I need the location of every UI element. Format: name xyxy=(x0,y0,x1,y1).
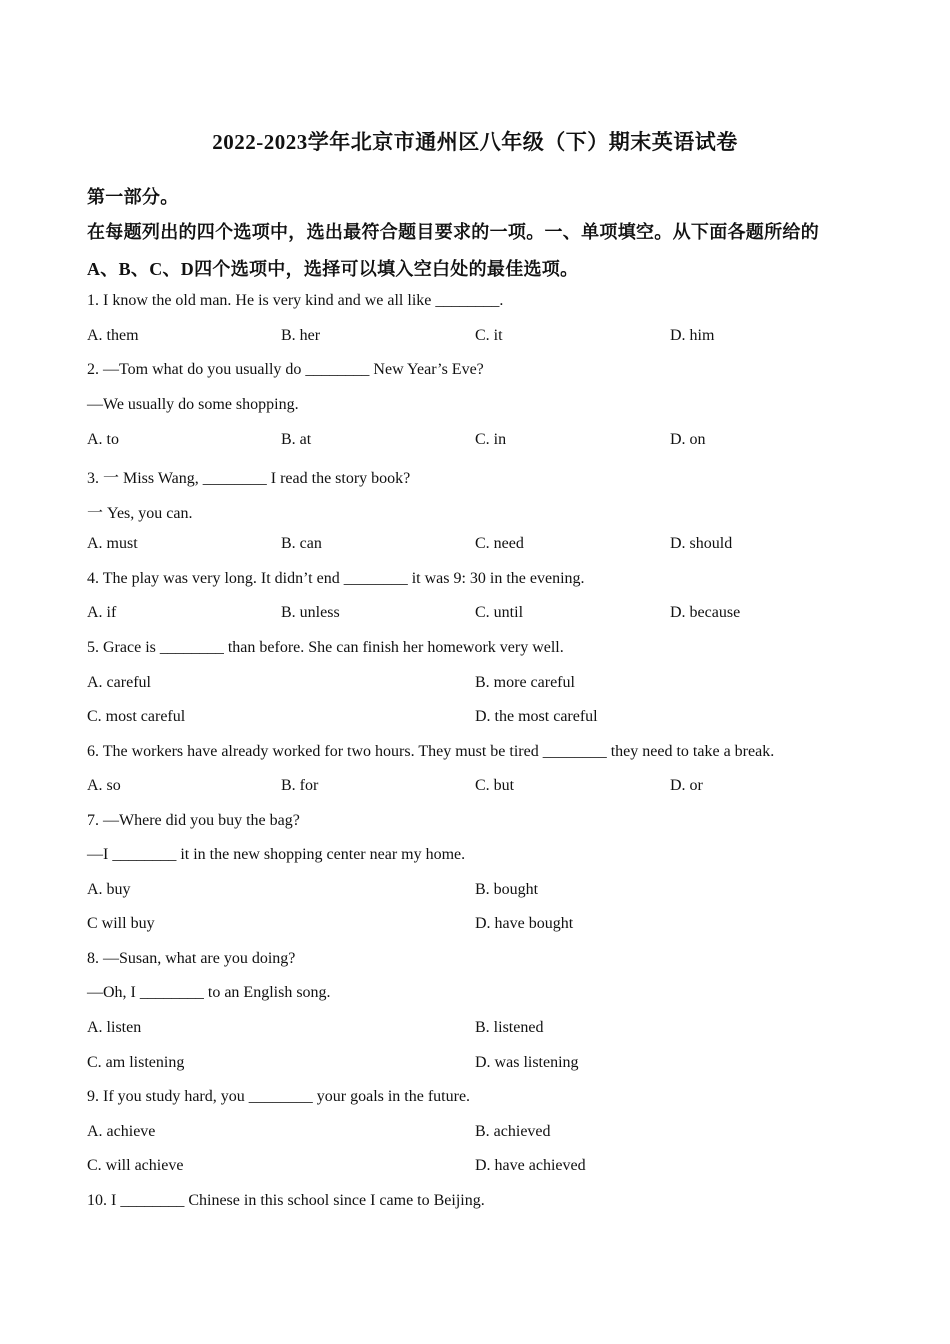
question-5-option-c: C. most careful xyxy=(87,708,186,725)
question-4-option-c: C. until xyxy=(475,604,524,621)
question-8-option-a: A. listen xyxy=(87,1019,142,1036)
question-6-stem: 6. The workers have already worked for two hours. They must be tired ________ they need to take a break. xyxy=(87,743,775,760)
question-7-stem: 7. —Where did you buy the bag? xyxy=(87,812,300,829)
question-8-reply: —Oh, I ________ to an English song. xyxy=(87,984,331,1001)
question-3-option-a: A. must xyxy=(87,535,138,552)
question-7-reply: —I ________ it in the new shopping center near my home. xyxy=(87,846,466,863)
question-6-option-a: A. so xyxy=(87,777,121,794)
question-4-option-d: D. because xyxy=(670,604,741,621)
question-5-option-b: B. more careful xyxy=(475,674,575,691)
question-2-stem: 2. —Tom what do you usually do ________ New Year’s Eve? xyxy=(87,361,484,378)
question-1-option-a: A. them xyxy=(87,327,139,344)
question-2-option-d: D. on xyxy=(670,431,706,448)
question-3-reply: 一 Yes, you can. xyxy=(87,505,193,522)
question-8-stem: 8. —Susan, what are you doing? xyxy=(87,950,296,967)
question-6-option-d: D. or xyxy=(670,777,703,794)
question-10-stem: 10. I ________ Chinese in this school since I came to Beijing. xyxy=(87,1192,485,1209)
question-2-option-b: B. at xyxy=(281,431,312,448)
question-7-option-d: D. have bought xyxy=(475,915,574,932)
question-5-option-d: D. the most careful xyxy=(475,708,598,725)
instructions-line-2: A、B、C、D四个选项中，选择可以填入空白处的最佳选项。 xyxy=(87,259,579,279)
question-3-option-c: C. need xyxy=(475,535,524,552)
question-9-option-b: B. achieved xyxy=(475,1123,551,1140)
question-9-stem: 9. If you study hard, you ________ your goals in the future. xyxy=(87,1088,471,1105)
question-2-reply: —We usually do some shopping. xyxy=(87,396,299,413)
question-5-stem: 5. Grace is ________ than before. She can finish her homework very well. xyxy=(87,639,564,656)
question-4-stem: 4. The play was very long. It didn’t end ________ it was 9: 30 in the evening. xyxy=(87,570,585,587)
question-1-option-b: B. her xyxy=(281,327,321,344)
question-5-option-a: A. careful xyxy=(87,674,151,691)
question-1-stem: 1. I know the old man. He is very kind and we all like ________. xyxy=(87,292,504,309)
question-2-option-c: C. in xyxy=(475,431,507,448)
question-3-option-b: B. can xyxy=(281,535,322,552)
question-8-option-d: D. was listening xyxy=(475,1054,579,1071)
question-6-option-c: C. but xyxy=(475,777,515,794)
question-7-option-a: A. buy xyxy=(87,881,131,898)
question-7-option-b: B. bought xyxy=(475,881,539,898)
question-3-stem: 3. 一 Miss Wang, ________ I read the story book? xyxy=(87,470,411,487)
exam-title: 2022-2023学年北京市通州区八年级（下）期末英语试卷 xyxy=(212,130,738,154)
question-4-option-b: B. unless xyxy=(281,604,340,621)
question-9-option-c: C. will achieve xyxy=(87,1157,184,1174)
question-6-option-b: B. for xyxy=(281,777,319,794)
question-9-option-d: D. have achieved xyxy=(475,1157,586,1174)
question-7-option-c: C will buy xyxy=(87,915,155,932)
question-9-option-a: A. achieve xyxy=(87,1123,156,1140)
question-1-option-d: D. him xyxy=(670,327,715,344)
question-8-option-b: B. listened xyxy=(475,1019,544,1036)
question-8-option-c: C. am listening xyxy=(87,1054,185,1071)
question-3-option-d: D. should xyxy=(670,535,733,552)
question-4-option-a: A. if xyxy=(87,604,117,621)
question-2-option-a: A. to xyxy=(87,431,119,448)
part-heading: 第一部分。 xyxy=(87,187,179,207)
question-1-option-c: C. it xyxy=(475,327,503,344)
instructions-line-1: 在每题列出的四个选项中，选出最符合题目要求的一项。一、单项填空。从下面各题所给的 xyxy=(87,222,819,242)
